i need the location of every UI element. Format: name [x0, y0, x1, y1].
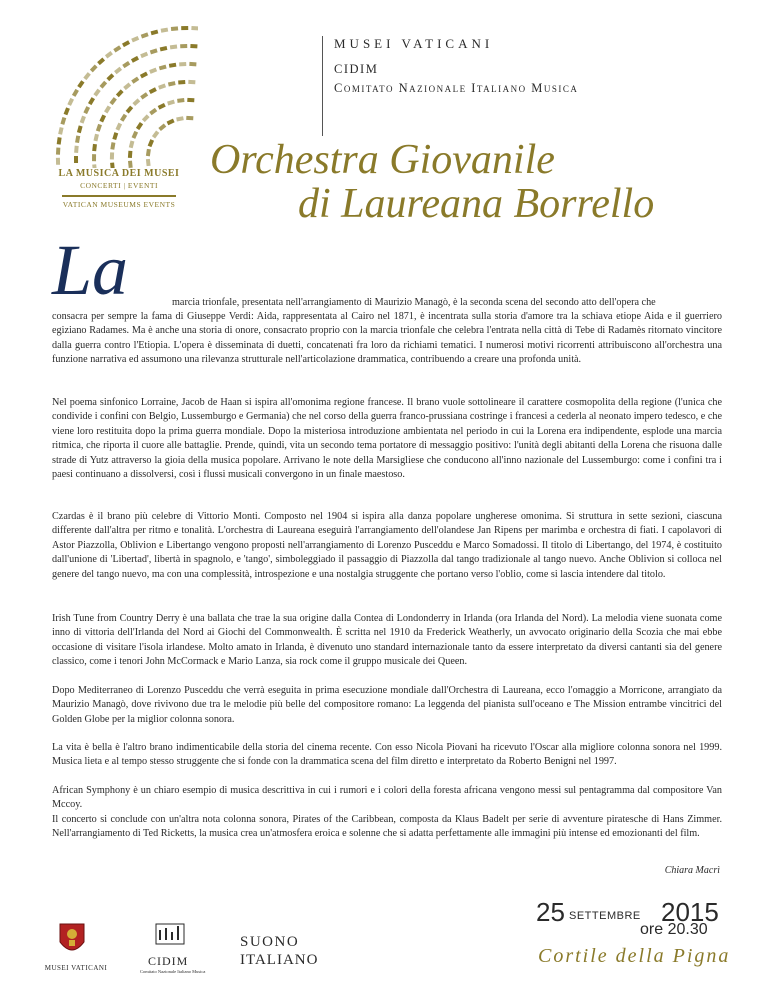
logo-tile	[122, 40, 130, 47]
logo-tile	[149, 87, 157, 94]
page-title-line-1: Orchestra Giovanile	[210, 137, 555, 183]
vatican-logo-label: MUSEI VATICANI	[44, 964, 108, 972]
logo-tile	[110, 152, 114, 159]
paragraph-african-symphony: African Symphony è un chiaro esempio di musica descrittiva in cui i rumori e i colori della foresta africana vengono messi sul pentagramma dal compositore Van Mccoy.	[52, 785, 722, 811]
event-time: ore 20.30	[640, 921, 708, 938]
logo-tile	[179, 62, 186, 66]
brand-line-3: VATICAN MUSEUMS EVENTS	[62, 200, 176, 209]
logo-tile	[122, 61, 130, 68]
logo-tile	[105, 51, 113, 58]
logo-tile	[56, 158, 60, 165]
logo-tile	[129, 140, 135, 148]
logo-tile	[77, 125, 83, 133]
logo-tile	[159, 65, 167, 71]
logo-tile	[170, 45, 177, 50]
logo-tile	[148, 139, 154, 147]
logo-tile	[114, 67, 122, 74]
cidim-logo-sub: Comitato Nazionale Italiano Musica	[140, 969, 206, 974]
logo-tile	[190, 44, 197, 48]
paragraph-lorraine: Nel poema sinfonico Lorraine, Jacob de Haan si ispira all'omonima regione francese. Il brano vuole sottolineare il carattere cosmopolita della regione (l'unica che condivide i confini con Belgio, Lussemburgo e Germania) che nel corso della guerra franco-prussiana costringe i francesi a cederla al neonato impero tedesco, e che viene loro restituita dopo la prima guerra mondiale. Dopo la misteriosa introduzione ambientata nel periodo in cui la Lorena era indipendente, esplode una marcia ritmica, che riporta il cuore alle battaglie. Prende, quindi, vita un secondo tema portatore di messaggio positivo: l'unità degli abitanti della Lorena che risuona dalle strade di Yutz attraverso la gioia della musica popolare. Arrivano le note della Marsigliese che conducono all'inno nazionale del Lussemburgo: come i confini tra i paesi continuano a dissolversi, così i flussi musicali convergono in un finale maestoso.	[52, 397, 722, 481]
cidim-logo-label: CIDIM	[148, 954, 189, 968]
logo-tile	[146, 159, 151, 166]
logo-tile	[161, 28, 169, 33]
paragraph-pirates: Il concerto si conclude con un'altra nota colonna sonora, Pirates of the Caribbean, composta da Klaus Badelt per serie di avventure piratesche di Hans Zimmer. Nell'arrangiamento di Ted Ricketts, la musica crea un'atmosfera eroica e solenne che si adatta perfettamente alle immagini più intense ed emozionanti del film.	[52, 814, 722, 840]
logo-tile	[123, 83, 131, 91]
logo-tile	[113, 45, 121, 52]
logo-tile	[171, 26, 178, 31]
logo-tile	[152, 130, 159, 138]
logo-tile	[158, 83, 166, 89]
logo-tile	[178, 80, 185, 85]
logo-tile	[186, 116, 193, 120]
logo-tile	[131, 36, 139, 42]
logo-tile	[140, 92, 148, 99]
logo-tile	[56, 147, 60, 154]
logo-tile	[93, 89, 100, 97]
logo-tile	[160, 46, 168, 51]
logo-tile	[99, 114, 106, 122]
event-month: SETTEMBRE	[569, 910, 641, 922]
event-venue: Cortile della Pigna	[538, 945, 731, 967]
logo-tile	[146, 149, 151, 157]
header-divider	[322, 36, 323, 136]
logo-tile	[151, 30, 159, 36]
logo-tile	[120, 114, 127, 122]
logo-tile	[168, 81, 176, 86]
logo-tile	[97, 58, 105, 66]
logo-tile	[132, 98, 140, 106]
logo-tile	[104, 105, 111, 113]
logo-tile	[96, 124, 102, 132]
logo-tile	[92, 144, 97, 151]
logo-tile	[83, 106, 90, 114]
logo-tile	[88, 97, 95, 105]
logo-tile	[67, 98, 74, 106]
logo-tile	[72, 89, 79, 97]
paragraph-vita-bella: La vita è bella è l'altro brano indimenticabile della storia del cinema recente. Con esso Nicola Piovani ha ricevuto l'Oscar alla migliore colonna sonora nel 1999. Musica lieta e al tempo stesso struggente che si fonde con la drammatica scena del film diretto e interpretato da Roberto Benigni nel 1997.	[52, 742, 722, 768]
logo-tile	[80, 116, 86, 124]
paragraph-czardas: Czardas è il brano più celebre di Vittorio Monti. Composto nel 1904 si ispira alla danza popolare ungherese omonima. Si struttura in sette sezioni, ciascuna differente dall'altra per ritmo e tonalità. L'orchestra di Laureana eseguirà l'arrangiamento dell'olandese Jan Ripens per marimba e orchestra di fiati. I capolavori di Astor Piazzolla, Oblivion e Libertango vengono proposti nell'arrangiamento di Lorenzo Pusceddu e Marco Somadossi. Il titolo di Libertango, del 1974, è costituito dall'unione di 'Libertad', libertà in spagnolo, e 'tango', simboleggiado il passaggio di Piazzolla dal tango tradizionale al tango nuevo. Anche Oblivion si colloca nel genere del tango nuevo, ma con una complessità, introspezione e una nostalgia struggente che portano verso l'oblio, come si lascia intendere dal titolo.	[52, 511, 722, 580]
logo-tile	[112, 132, 118, 140]
event-day: 25	[536, 897, 565, 927]
logo-tile	[109, 97, 116, 105]
intro-first-line: marcia trionfale, presentata nell'arrangiamento di Maurizio Managò, è la seconda scena del secondo atto dell'opera che	[172, 297, 656, 308]
paragraph-mediterraneo: Dopo Mediterraneo di Lorenzo Pusceddu che verrà eseguita in prima esecuzione mondiale dall'Orchestra di Laureana, ecco l'omaggio a Morricone, arrangiato da Maurizio Managò, dove rivivono due tra le melodie più belle del compositore romano: La leggenda del pianista sull'oceano e The Mission entrambe vincitrici del Golden Globe per la miglior colonna sonora.	[52, 685, 722, 725]
brand-line-1: LA MUSICA DEI MUSEI	[58, 168, 180, 179]
cidim-logo-icon	[150, 920, 190, 956]
header-cidim: CIDIM	[334, 62, 379, 76]
logo-tile	[92, 154, 96, 161]
italiano-logo-label: ITALIANO	[240, 952, 319, 968]
logo-tile	[74, 146, 79, 153]
logo-tile	[128, 151, 133, 158]
logo-tile	[191, 26, 198, 30]
logo-tile	[167, 100, 175, 106]
logo-tile	[140, 52, 148, 58]
logo-tile	[77, 80, 84, 88]
brand-line-2: CONCERTI | EVENTI	[80, 181, 158, 190]
brand-divider	[62, 195, 176, 197]
logo-tile	[158, 124, 166, 132]
logo-tile	[140, 72, 148, 79]
logo-tile	[131, 56, 139, 63]
author-signature: Chiara Macrì	[664, 865, 720, 876]
logo-tile	[188, 80, 195, 84]
logo-tile	[131, 77, 139, 84]
logo-tile	[60, 117, 66, 125]
logo-tile	[75, 135, 80, 143]
logo-tile	[126, 106, 134, 114]
logo-tile	[149, 68, 157, 74]
logo-tile	[158, 103, 166, 110]
musei-logo-icon	[38, 18, 198, 168]
logo-tile	[116, 89, 124, 97]
logo-tile	[132, 131, 139, 139]
logo-tile	[169, 63, 177, 68]
logo-tile	[167, 119, 175, 126]
logo-tile	[136, 122, 143, 130]
logo-tile	[181, 26, 188, 30]
header-musei: MUSEI VATICANI	[334, 36, 494, 51]
logo-tile	[74, 156, 78, 163]
logo-tile	[64, 107, 70, 115]
logo-tile	[58, 127, 63, 135]
logo-tile	[141, 32, 149, 38]
logo-tile	[142, 114, 150, 122]
paragraph-aida: consacra per sempre la fama di Giuseppe Verdi: Aida, rappresentata al Cairo nel 1871, è incentrata sulla storia d'amore tra la schiava etiope Aida e il guerriero egiziano Radames. Ma è anche una storia di onore, consacrato proprio con la marcia trionfale che celebra l'entrata nella città di Tebe di Radamès ritornato vincitore dalla guerra contro l'Etiopia. L'opera è disseminata di duetti, concatenati fra loro da richiami tematici. I numerosi motivi ricorrenti attribuiscono all'orchestra una funzione narrativa ed assumono una rilevanza strutturale nell'articolazione drammatica, contribuendo a creare una profonda unità.	[52, 311, 722, 366]
header-comitato: Comitato Nazionale Italiano Musica	[334, 81, 579, 95]
logo-tile	[177, 98, 184, 103]
logo-tile	[149, 108, 157, 115]
logo-tile	[110, 142, 115, 150]
logo-tile	[187, 98, 194, 102]
logo-tile	[128, 161, 133, 168]
paragraph-irish-tune: Irish Tune from Country Derry è una ballata che trae la sua origine dalla Contea di Londonderry in Irlanda (ora Irlanda del Nord). La melodia viene suonata come inno di vittoria dell'Irlanda del Nord ai Giochi del Commonwealth. È scritta nel 1910 da Frederick Weatherly, un avvocato originario della Scozia che mai ebbe occasione di visitare l'isola irlandese. Molto amato in Irlanda, è divenuto uno standard internazionale tanto da essere interpretato da diversi cantanti sia del genere classico, come i tenori John McCormack e Mario Lanza, sia rock come il gruppo musicale dei Queen.	[52, 613, 722, 668]
page-title-line-2: di Laureana Borrello	[298, 181, 655, 227]
logo-tile	[180, 44, 187, 48]
drop-cap: La	[52, 230, 129, 310]
logo-tile	[189, 62, 196, 66]
logo-tile	[176, 116, 184, 121]
event-year: 2015	[661, 897, 719, 927]
logo-tile	[83, 72, 91, 80]
logo-tile	[90, 65, 98, 73]
vatican-crest-icon	[42, 920, 102, 960]
logo-tile	[100, 81, 108, 89]
logo-tile	[93, 134, 98, 142]
logo-tile	[150, 48, 158, 54]
logo-tile	[116, 123, 123, 131]
suono-logo-label: SUONO	[240, 934, 300, 950]
logo-tile	[57, 137, 62, 144]
logo-tile	[106, 73, 114, 81]
